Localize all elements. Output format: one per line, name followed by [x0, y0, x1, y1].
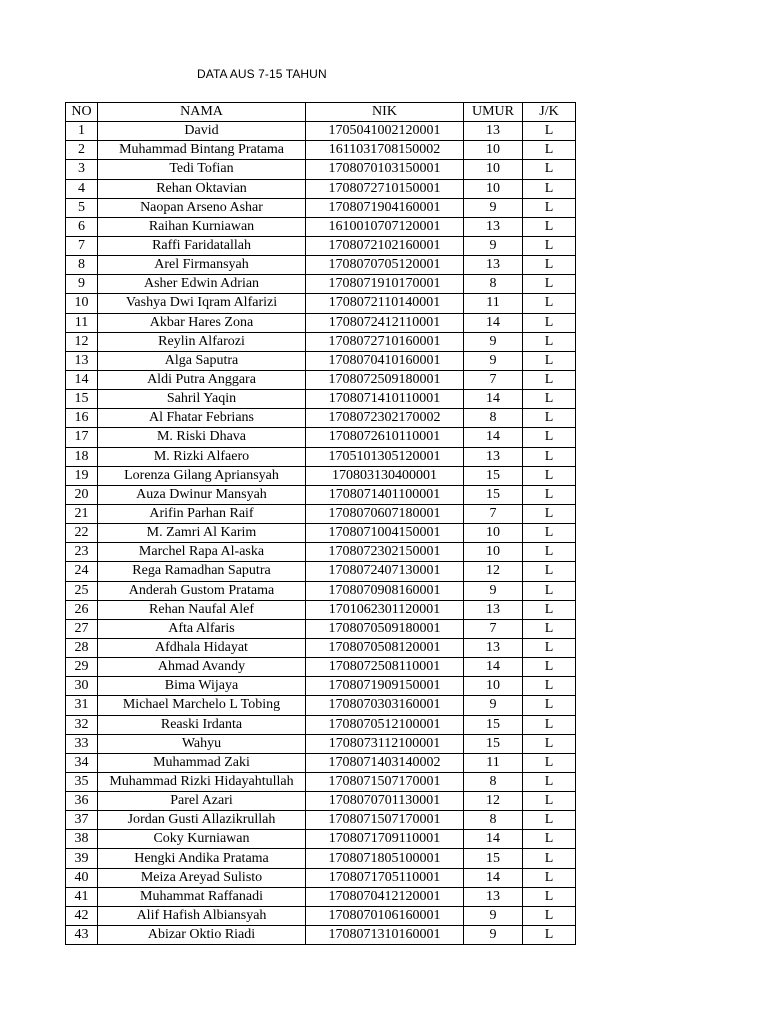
table-row: [66, 792, 576, 811]
cell-jk: L: [523, 122, 576, 141]
cell-nama: Al Fhatar Febrians: [98, 409, 306, 428]
cell-jk: L: [523, 868, 576, 887]
cell-no: 32: [66, 715, 98, 734]
cell-umur: 8: [464, 275, 523, 294]
cell-nama: Alga Saputra: [98, 351, 306, 370]
cell-nik: 1708072412110001: [306, 313, 464, 332]
cell-jk: L: [523, 715, 576, 734]
cell-nik: 1708072302150001: [306, 543, 464, 562]
table-row: [66, 638, 576, 657]
cell-nama: M. Zamri Al Karim: [98, 524, 306, 543]
cell-umur: 10: [464, 543, 523, 562]
cell-umur: 11: [464, 294, 523, 313]
cell-jk: L: [523, 275, 576, 294]
cell-jk: L: [523, 696, 576, 715]
cell-umur: 10: [464, 179, 523, 198]
cell-nik: 1708070106160001: [306, 906, 464, 925]
header-umur: UMUR: [464, 103, 523, 122]
cell-jk: L: [523, 409, 576, 428]
cell-umur: 8: [464, 811, 523, 830]
cell-nik: 1708070908160001: [306, 581, 464, 600]
cell-nama: Reylin Alfarozi: [98, 332, 306, 351]
cell-jk: L: [523, 926, 576, 945]
table-row: [66, 160, 576, 179]
cell-no: 2: [66, 141, 98, 160]
table-row: [66, 658, 576, 677]
cell-no: 8: [66, 256, 98, 275]
cell-no: 19: [66, 466, 98, 485]
cell-umur: 12: [464, 792, 523, 811]
cell-umur: 14: [464, 830, 523, 849]
cell-no: 35: [66, 772, 98, 791]
cell-jk: L: [523, 658, 576, 677]
cell-jk: L: [523, 160, 576, 179]
cell-umur: 12: [464, 562, 523, 581]
table-row: [66, 409, 576, 428]
cell-jk: L: [523, 619, 576, 638]
cell-umur: 8: [464, 409, 523, 428]
table-row: [66, 179, 576, 198]
cell-jk: L: [523, 466, 576, 485]
cell-nama: Anderah Gustom Pratama: [98, 581, 306, 600]
cell-nama: Muhammat Raffanadi: [98, 887, 306, 906]
cell-nama: Alif Hafish Albiansyah: [98, 906, 306, 925]
cell-umur: 9: [464, 696, 523, 715]
cell-nik: 170803130400001: [306, 466, 464, 485]
cell-nama: Coky Kurniawan: [98, 830, 306, 849]
cell-jk: L: [523, 370, 576, 389]
cell-nama: Jordan Gusti Allazikrullah: [98, 811, 306, 830]
cell-no: 25: [66, 581, 98, 600]
cell-umur: 9: [464, 236, 523, 255]
cell-umur: 9: [464, 926, 523, 945]
table-row: [66, 926, 576, 945]
cell-umur: 7: [464, 619, 523, 638]
cell-no: 41: [66, 887, 98, 906]
table-row: [66, 753, 576, 772]
cell-nik: 1708071909150001: [306, 677, 464, 696]
cell-jk: L: [523, 256, 576, 275]
cell-no: 1: [66, 122, 98, 141]
cell-nik: 1708070705120001: [306, 256, 464, 275]
table-row: [66, 256, 576, 275]
table-row: [66, 390, 576, 409]
table-row: [66, 236, 576, 255]
cell-jk: L: [523, 351, 576, 370]
cell-nik: 1708072710160001: [306, 332, 464, 351]
table-row: [66, 772, 576, 791]
table-row: [66, 543, 576, 562]
cell-no: 34: [66, 753, 98, 772]
cell-nik: 1708072508110001: [306, 658, 464, 677]
cell-umur: 14: [464, 868, 523, 887]
cell-nik: 1610010707120001: [306, 217, 464, 236]
cell-umur: 13: [464, 600, 523, 619]
table-row: [66, 849, 576, 868]
header-nama: NAMA: [98, 103, 306, 122]
cell-no: 20: [66, 485, 98, 504]
table-row: [66, 294, 576, 313]
cell-no: 9: [66, 275, 98, 294]
cell-nik: 1708072407130001: [306, 562, 464, 581]
cell-jk: L: [523, 236, 576, 255]
table-row: [66, 217, 576, 236]
cell-umur: 11: [464, 753, 523, 772]
cell-nik: 1708070701130001: [306, 792, 464, 811]
cell-no: 42: [66, 906, 98, 925]
cell-no: 21: [66, 504, 98, 523]
cell-umur: 14: [464, 428, 523, 447]
cell-nama: Afta Alfaris: [98, 619, 306, 638]
cell-jk: L: [523, 543, 576, 562]
header-no: NO: [66, 103, 98, 122]
table-row: [66, 581, 576, 600]
cell-jk: L: [523, 600, 576, 619]
cell-jk: L: [523, 772, 576, 791]
cell-umur: 10: [464, 677, 523, 696]
table-row: [66, 447, 576, 466]
table-body: [66, 122, 576, 945]
cell-umur: 13: [464, 638, 523, 657]
cell-jk: L: [523, 811, 576, 830]
table-row: [66, 313, 576, 332]
table-row: [66, 868, 576, 887]
table-row: [66, 332, 576, 351]
cell-nik: 1708072710150001: [306, 179, 464, 198]
cell-no: 24: [66, 562, 98, 581]
cell-jk: L: [523, 332, 576, 351]
cell-nama: Vashya Dwi Iqram Alfarizi: [98, 294, 306, 313]
table-row: [66, 562, 576, 581]
cell-nik: 1708072110140001: [306, 294, 464, 313]
cell-umur: 13: [464, 887, 523, 906]
cell-no: 36: [66, 792, 98, 811]
cell-jk: L: [523, 677, 576, 696]
cell-no: 10: [66, 294, 98, 313]
cell-umur: 9: [464, 581, 523, 600]
cell-no: 11: [66, 313, 98, 332]
cell-nik: 1708071910170001: [306, 275, 464, 294]
cell-nik: 1708070303160001: [306, 696, 464, 715]
cell-nik: 1708072509180001: [306, 370, 464, 389]
cell-nama: Ahmad Avandy: [98, 658, 306, 677]
cell-umur: 15: [464, 466, 523, 485]
cell-no: 39: [66, 849, 98, 868]
cell-jk: L: [523, 581, 576, 600]
cell-jk: L: [523, 294, 576, 313]
cell-nama: Muhammad Rizki Hidayahtullah: [98, 772, 306, 791]
cell-nama: Rehan Oktavian: [98, 179, 306, 198]
table-row: [66, 696, 576, 715]
cell-jk: L: [523, 313, 576, 332]
cell-nama: Muhammad Bintang Pratama: [98, 141, 306, 160]
header-nik: NIK: [306, 103, 464, 122]
cell-umur: 10: [464, 141, 523, 160]
cell-no: 26: [66, 600, 98, 619]
cell-nama: Raffi Faridatallah: [98, 236, 306, 255]
cell-nik: 1708071310160001: [306, 926, 464, 945]
cell-no: 33: [66, 734, 98, 753]
table-row: [66, 504, 576, 523]
cell-nik: 1708070412120001: [306, 887, 464, 906]
cell-umur: 9: [464, 351, 523, 370]
cell-nik: 1708071401100001: [306, 485, 464, 504]
cell-no: 13: [66, 351, 98, 370]
cell-nama: Akbar Hares Zona: [98, 313, 306, 332]
cell-nik: 1708071004150001: [306, 524, 464, 543]
cell-jk: L: [523, 887, 576, 906]
cell-jk: L: [523, 198, 576, 217]
cell-jk: L: [523, 562, 576, 581]
cell-nama: Sahril Yaqin: [98, 390, 306, 409]
cell-no: 17: [66, 428, 98, 447]
cell-jk: L: [523, 906, 576, 925]
cell-nik: 1708070512100001: [306, 715, 464, 734]
data-table: [65, 102, 576, 945]
cell-umur: 8: [464, 772, 523, 791]
table-row: [66, 619, 576, 638]
cell-nama: Lorenza Gilang Apriansyah: [98, 466, 306, 485]
cell-no: 14: [66, 370, 98, 389]
cell-nik: 1708073112100001: [306, 734, 464, 753]
table-row: [66, 830, 576, 849]
cell-nik: 1708071403140002: [306, 753, 464, 772]
table-row: [66, 524, 576, 543]
cell-no: 12: [66, 332, 98, 351]
cell-jk: L: [523, 179, 576, 198]
cell-nama: Wahyu: [98, 734, 306, 753]
cell-nama: M. Riski Dhava: [98, 428, 306, 447]
cell-nama: Asher Edwin Adrian: [98, 275, 306, 294]
cell-umur: 13: [464, 447, 523, 466]
table-row: [66, 370, 576, 389]
cell-nik: 1701062301120001: [306, 600, 464, 619]
table-row: [66, 198, 576, 217]
cell-jk: L: [523, 524, 576, 543]
cell-no: 27: [66, 619, 98, 638]
cell-nik: 1708070508120001: [306, 638, 464, 657]
cell-jk: L: [523, 485, 576, 504]
cell-nama: Muhammad Zaki: [98, 753, 306, 772]
cell-nik: 1708071507170001: [306, 811, 464, 830]
cell-umur: 13: [464, 122, 523, 141]
cell-jk: L: [523, 792, 576, 811]
cell-umur: 13: [464, 217, 523, 236]
cell-umur: 10: [464, 524, 523, 543]
cell-no: 5: [66, 198, 98, 217]
cell-no: 3: [66, 160, 98, 179]
cell-nik: 1705041002120001: [306, 122, 464, 141]
cell-umur: 9: [464, 198, 523, 217]
cell-nik: 1708071705110001: [306, 868, 464, 887]
cell-umur: 9: [464, 906, 523, 925]
cell-nik: 1708072610110001: [306, 428, 464, 447]
table-row: [66, 428, 576, 447]
cell-nik: 1708070410160001: [306, 351, 464, 370]
cell-jk: L: [523, 428, 576, 447]
cell-nama: Afdhala Hidayat: [98, 638, 306, 657]
cell-umur: 7: [464, 370, 523, 389]
table-row: [66, 600, 576, 619]
cell-nama: Meiza Areyad Sulisto: [98, 868, 306, 887]
cell-nama: Arifin Parhan Raif: [98, 504, 306, 523]
cell-jk: L: [523, 141, 576, 160]
cell-nama: David: [98, 122, 306, 141]
cell-jk: L: [523, 849, 576, 868]
cell-nik: 1708070509180001: [306, 619, 464, 638]
table-row: [66, 275, 576, 294]
table-row: [66, 715, 576, 734]
table-row: [66, 734, 576, 753]
cell-no: 16: [66, 409, 98, 428]
cell-nama: Abizar Oktio Riadi: [98, 926, 306, 945]
table-row: [66, 351, 576, 370]
cell-jk: L: [523, 447, 576, 466]
cell-jk: L: [523, 830, 576, 849]
cell-no: 6: [66, 217, 98, 236]
cell-jk: L: [523, 504, 576, 523]
table-header-row: [66, 103, 576, 122]
cell-no: 29: [66, 658, 98, 677]
cell-nama: Naopan Arseno Ashar: [98, 198, 306, 217]
cell-nama: Tedi Tofian: [98, 160, 306, 179]
cell-jk: L: [523, 638, 576, 657]
cell-nik: 1708072302170002: [306, 409, 464, 428]
cell-umur: 15: [464, 485, 523, 504]
cell-umur: 14: [464, 313, 523, 332]
table-row: [66, 811, 576, 830]
cell-nik: 1611031708150002: [306, 141, 464, 160]
cell-umur: 14: [464, 658, 523, 677]
cell-nama: M. Rizki Alfaero: [98, 447, 306, 466]
cell-no: 4: [66, 179, 98, 198]
cell-nama: Rega Ramadhan Saputra: [98, 562, 306, 581]
cell-nik: 1708071709110001: [306, 830, 464, 849]
table-row: [66, 677, 576, 696]
cell-umur: 10: [464, 160, 523, 179]
table-row: [66, 141, 576, 160]
cell-nama: Marchel Rapa Al-aska: [98, 543, 306, 562]
cell-umur: 9: [464, 332, 523, 351]
document-title: DATA AUS 7-15 TAHUN: [197, 67, 327, 81]
table-row: [66, 485, 576, 504]
cell-nama: Reaski Irdanta: [98, 715, 306, 734]
cell-no: 38: [66, 830, 98, 849]
cell-no: 7: [66, 236, 98, 255]
cell-no: 18: [66, 447, 98, 466]
cell-no: 15: [66, 390, 98, 409]
cell-umur: 15: [464, 734, 523, 753]
cell-no: 37: [66, 811, 98, 830]
cell-nama: Arel Firmansyah: [98, 256, 306, 275]
cell-nama: Hengki Andika Pratama: [98, 849, 306, 868]
cell-jk: L: [523, 390, 576, 409]
cell-no: 28: [66, 638, 98, 657]
cell-nama: Rehan Naufal Alef: [98, 600, 306, 619]
cell-umur: 13: [464, 256, 523, 275]
cell-nama: Bima Wijaya: [98, 677, 306, 696]
cell-nik: 1708072102160001: [306, 236, 464, 255]
cell-nama: Michael Marchelo L Tobing: [98, 696, 306, 715]
cell-nama: Auza Dwinur Mansyah: [98, 485, 306, 504]
cell-no: 23: [66, 543, 98, 562]
cell-umur: 14: [464, 390, 523, 409]
cell-nik: 1708070103150001: [306, 160, 464, 179]
cell-no: 22: [66, 524, 98, 543]
cell-umur: 7: [464, 504, 523, 523]
cell-no: 40: [66, 868, 98, 887]
cell-no: 31: [66, 696, 98, 715]
table-row: [66, 122, 576, 141]
table-row: [66, 887, 576, 906]
cell-no: 43: [66, 926, 98, 945]
cell-nik: 1708070607180001: [306, 504, 464, 523]
cell-umur: 15: [464, 849, 523, 868]
cell-nik: 1708071904160001: [306, 198, 464, 217]
cell-jk: L: [523, 217, 576, 236]
table-row: [66, 466, 576, 485]
cell-nama: Aldi Putra Anggara: [98, 370, 306, 389]
header-jk: J/K: [523, 103, 576, 122]
cell-no: 30: [66, 677, 98, 696]
cell-umur: 15: [464, 715, 523, 734]
cell-nama: Parel Azari: [98, 792, 306, 811]
cell-jk: L: [523, 734, 576, 753]
cell-nik: 1708071410110001: [306, 390, 464, 409]
table-row: [66, 906, 576, 925]
cell-nik: 1708071507170001: [306, 772, 464, 791]
cell-nik: 1705101305120001: [306, 447, 464, 466]
cell-nama: Raihan Kurniawan: [98, 217, 306, 236]
cell-jk: L: [523, 753, 576, 772]
cell-nik: 1708071805100001: [306, 849, 464, 868]
